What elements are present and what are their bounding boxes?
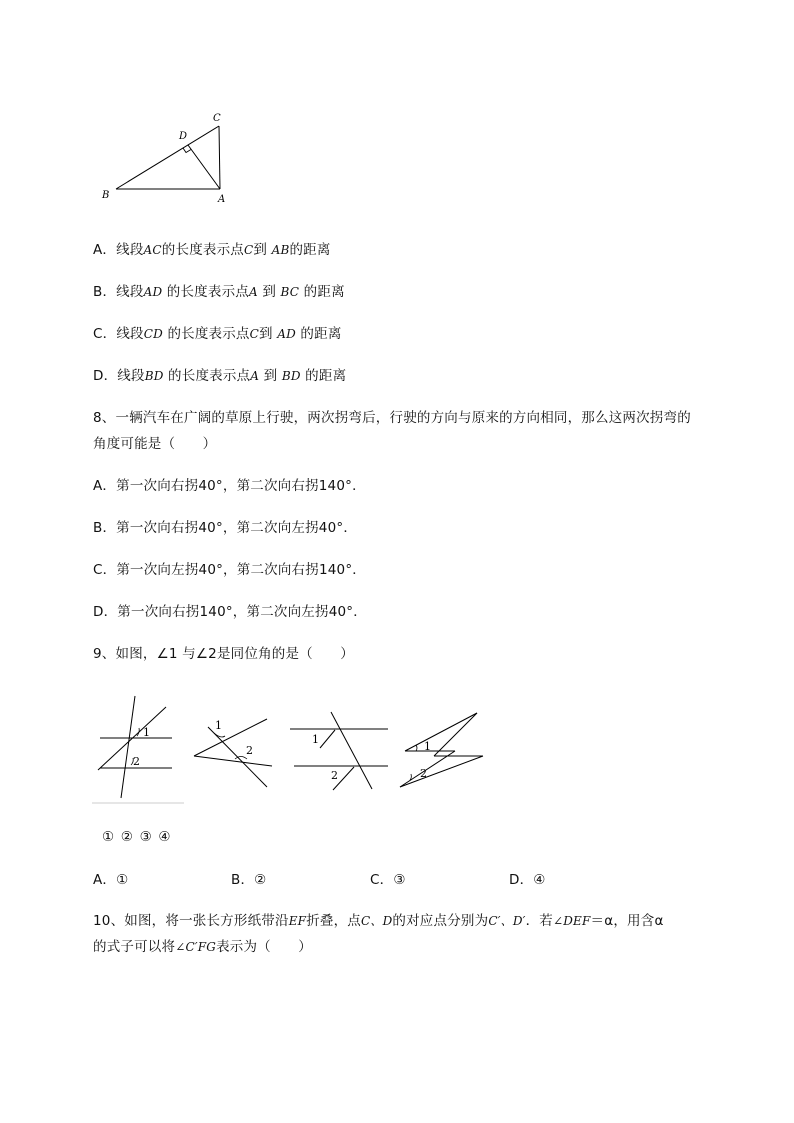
q7-option-a[interactable] [93, 241, 331, 259]
q8-option-d[interactable]: D．第一次向右拐140°，第二次向左拐40°． [93, 604, 367, 620]
stem-text: 表示为（ ） [216, 939, 312, 955]
q9-figure-2 [188, 714, 278, 794]
q9-figure-4 [396, 710, 488, 795]
point-symbol: C [249, 327, 260, 341]
angle-label-2: 2 [246, 744, 253, 757]
point-symbols-prime: C′、D′ [488, 914, 526, 928]
q9-figures-caption: ① ② ③ ④ [102, 829, 171, 845]
option-text: 线段 [116, 326, 144, 342]
option-key: C． [93, 326, 117, 342]
option-text: 的长度表示点 [168, 368, 251, 384]
stem-text: ．若 [525, 913, 553, 929]
q9-stem: 9、如图，∠1 与∠2是同位角的是（ ） [93, 646, 354, 662]
option-text: 的距离 [305, 368, 347, 384]
point-symbol: C [244, 243, 254, 257]
option-text: 的长度表示点 [161, 242, 244, 258]
option-text: 到 [262, 284, 277, 300]
stem-text: 的对应点分别为 [392, 913, 489, 929]
option-text: 的距离 [289, 242, 331, 258]
angle-label-1: 1 [312, 733, 319, 746]
point-label-d: D [179, 131, 188, 142]
q8-stem-line1: 8、一辆汽车在广阔的草原上行驶，两次拐弯后，行驶的方向与原来的方向相同，那么这两次拐弯的 [93, 410, 691, 426]
q7-option-d[interactable] [93, 367, 346, 385]
q8-stem-line2: 角度可能是（ ） [93, 436, 217, 452]
point-symbol: A [250, 369, 260, 383]
angle-symbol: ∠C′FG [175, 940, 217, 954]
q7-option-b[interactable] [93, 283, 345, 301]
option-text: 的长度表示点 [167, 326, 250, 342]
q9-option-a[interactable]: A．① [93, 872, 129, 888]
option-text: 的长度表示点 [166, 284, 249, 300]
q8-option-b[interactable]: B．第一次向右拐40°，第二次向左拐40°． [93, 520, 358, 536]
stem-text: 10、如图，将一张长方形纸带沿 [93, 913, 289, 929]
option-text: 线段 [116, 284, 144, 300]
line-symbol: BD [281, 369, 301, 383]
segment-symbol: AC [143, 243, 162, 257]
angle-label-2: 2 [331, 769, 338, 782]
option-key: B． [93, 284, 117, 300]
option-key: A． [93, 242, 117, 258]
option-text: 的距离 [303, 284, 345, 300]
point-symbols: C、D [361, 914, 393, 928]
triangle-figure [90, 105, 250, 210]
option-key: D． [93, 368, 118, 384]
point-label-a: A [218, 194, 226, 205]
stem-text: 折叠，点 [306, 913, 361, 929]
line-symbol: AD [277, 327, 296, 341]
angle-label-2: 2 [133, 755, 140, 768]
point-label-c: C [213, 113, 221, 124]
stem-text: 的式子可以将 [93, 939, 176, 955]
line-symbol: EF [288, 914, 307, 928]
angle-label-1: 1 [215, 719, 222, 732]
q9-option-c[interactable]: C．③ [370, 872, 406, 888]
option-text: 到 [259, 326, 273, 342]
q9-option-d[interactable]: D．④ [509, 872, 546, 888]
point-symbol: A [248, 285, 258, 299]
q10-stem-line2 [93, 938, 312, 956]
option-text: 到 [263, 368, 278, 384]
line-symbol: AB [271, 243, 290, 257]
angle-label-1: 1 [143, 726, 150, 739]
angle-label-2: 2 [420, 767, 427, 780]
q8-option-c[interactable]: C．第一次向左拐40°，第二次向右拐140°． [93, 562, 366, 578]
line-symbol: BC [280, 285, 300, 299]
segment-symbol: CD [143, 327, 163, 341]
q7-option-c[interactable] [93, 325, 342, 343]
angle-symbol: ∠DEF [552, 914, 591, 928]
option-text: 线段 [116, 242, 144, 258]
segment-symbol: BD [144, 369, 164, 383]
q10-stem-line1 [93, 912, 664, 930]
q9-option-b[interactable]: B．② [231, 872, 267, 888]
point-label-b: B [102, 190, 110, 201]
option-text: 到 [253, 242, 268, 258]
stem-text: ＝α，用含α [590, 913, 664, 929]
segment-symbol: AD [143, 285, 163, 299]
option-text: 的距离 [300, 326, 342, 342]
q8-option-a[interactable]: A．第一次向右拐40°，第二次向右拐140°． [93, 478, 366, 494]
angle-label-1: 1 [424, 740, 431, 753]
option-text: 线段 [117, 368, 145, 384]
q9-figure-3 [286, 710, 391, 795]
q9-figure-1 [92, 690, 187, 805]
